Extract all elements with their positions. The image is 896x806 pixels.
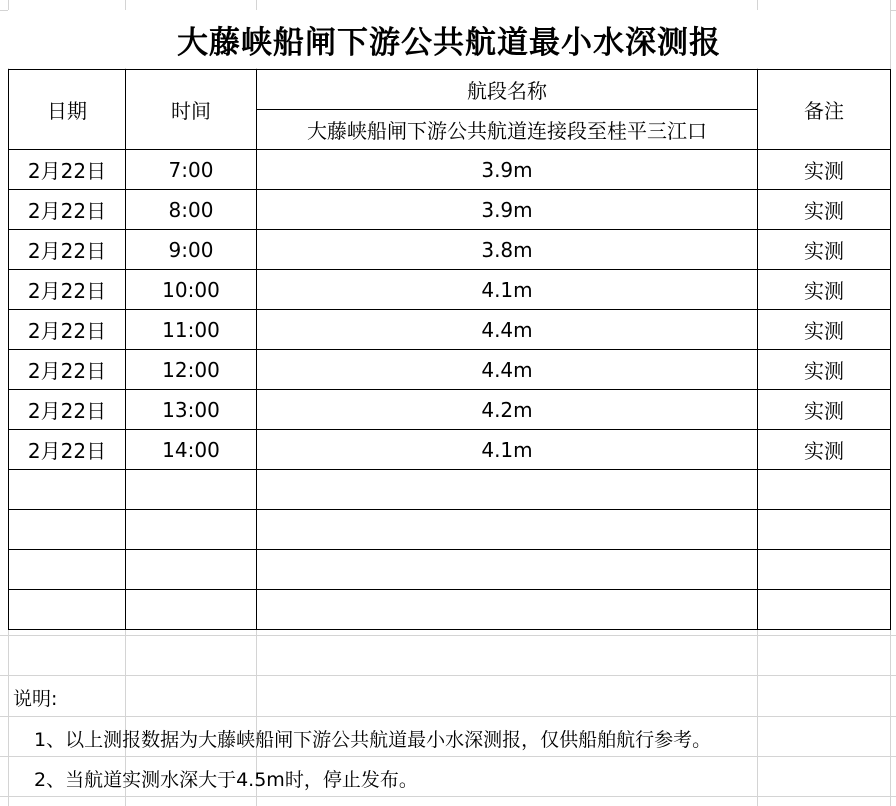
cell-time: 8:00 <box>126 190 257 230</box>
empty-cell <box>257 470 758 510</box>
table-row <box>9 150 891 190</box>
table-row <box>9 230 891 270</box>
table-row <box>9 190 891 230</box>
grid-line <box>0 716 896 717</box>
cell-depth: 3.8m <box>257 230 758 270</box>
grid-line <box>0 756 896 757</box>
cell-date: 2月22日 <box>9 230 126 270</box>
empty-row <box>9 470 891 510</box>
note-item-1: 1、以上测报数据为大藤峡船闸下游公共航道最小水深测报，仅供船舶航行参考。 <box>34 729 712 751</box>
cell-depth: 4.1m <box>257 270 758 310</box>
cell-time: 11:00 <box>126 310 257 350</box>
empty-cell <box>9 550 126 590</box>
cell-depth: 4.4m <box>257 310 758 350</box>
header-section-name: 大藤峡船闸下游公共航道连接段至桂平三江口 <box>257 110 758 150</box>
table-row <box>9 350 891 390</box>
grid-line <box>0 675 896 676</box>
header-date: 日期 <box>9 70 126 150</box>
empty-cell <box>257 510 758 550</box>
empty-cell <box>758 470 891 510</box>
cell-time: 12:00 <box>126 350 257 390</box>
grid-line <box>0 635 896 636</box>
cell-time: 13:00 <box>126 390 257 430</box>
cell-remark: 实测 <box>758 150 891 190</box>
empty-cell <box>9 590 126 630</box>
cell-date: 2月22日 <box>9 190 126 230</box>
table-row <box>9 270 891 310</box>
empty-cell <box>257 590 758 630</box>
cell-date: 2月22日 <box>9 150 126 190</box>
empty-cell <box>126 550 257 590</box>
header-remark: 备注 <box>758 70 891 150</box>
empty-cell <box>9 470 126 510</box>
cell-date: 2月22日 <box>9 430 126 470</box>
grid-line <box>0 796 896 797</box>
empty-cell <box>9 510 126 550</box>
cell-time: 9:00 <box>126 230 257 270</box>
header-row <box>9 70 891 110</box>
empty-row <box>9 590 891 630</box>
table-row <box>9 390 891 430</box>
empty-cell <box>758 510 891 550</box>
cell-date: 2月22日 <box>9 350 126 390</box>
cell-remark: 实测 <box>758 230 891 270</box>
table-row <box>9 310 891 350</box>
cell-depth: 3.9m <box>257 150 758 190</box>
notes-heading: 说明: <box>13 688 58 710</box>
cell-remark: 实测 <box>758 310 891 350</box>
cell-remark: 实测 <box>758 190 891 230</box>
cell-date: 2月22日 <box>9 390 126 430</box>
cell-remark: 实测 <box>758 350 891 390</box>
table-row <box>9 430 891 470</box>
cell-depth: 4.2m <box>257 390 758 430</box>
header-section-group: 航段名称 <box>257 70 758 110</box>
report-title: 大藤峡船闸下游公共航道最小水深测报 <box>8 10 890 68</box>
cell-depth: 4.1m <box>257 430 758 470</box>
empty-cell <box>126 470 257 510</box>
empty-cell <box>257 550 758 590</box>
cell-time: 7:00 <box>126 150 257 190</box>
empty-cell <box>758 550 891 590</box>
note-item-2: 2、当航道实测水深大于4.5m时，停止发布。 <box>34 769 418 791</box>
cell-depth: 4.4m <box>257 350 758 390</box>
empty-row <box>9 550 891 590</box>
cell-date: 2月22日 <box>9 270 126 310</box>
cell-time: 14:00 <box>126 430 257 470</box>
empty-cell <box>126 590 257 630</box>
empty-cell <box>126 510 257 550</box>
depth-report-table <box>8 69 891 630</box>
cell-remark: 实测 <box>758 430 891 470</box>
cell-remark: 实测 <box>758 270 891 310</box>
header-time: 时间 <box>126 70 257 150</box>
cell-remark: 实测 <box>758 390 891 430</box>
cell-time: 10:00 <box>126 270 257 310</box>
empty-row <box>9 510 891 550</box>
cell-date: 2月22日 <box>9 310 126 350</box>
cell-depth: 3.9m <box>257 190 758 230</box>
empty-cell <box>758 590 891 630</box>
